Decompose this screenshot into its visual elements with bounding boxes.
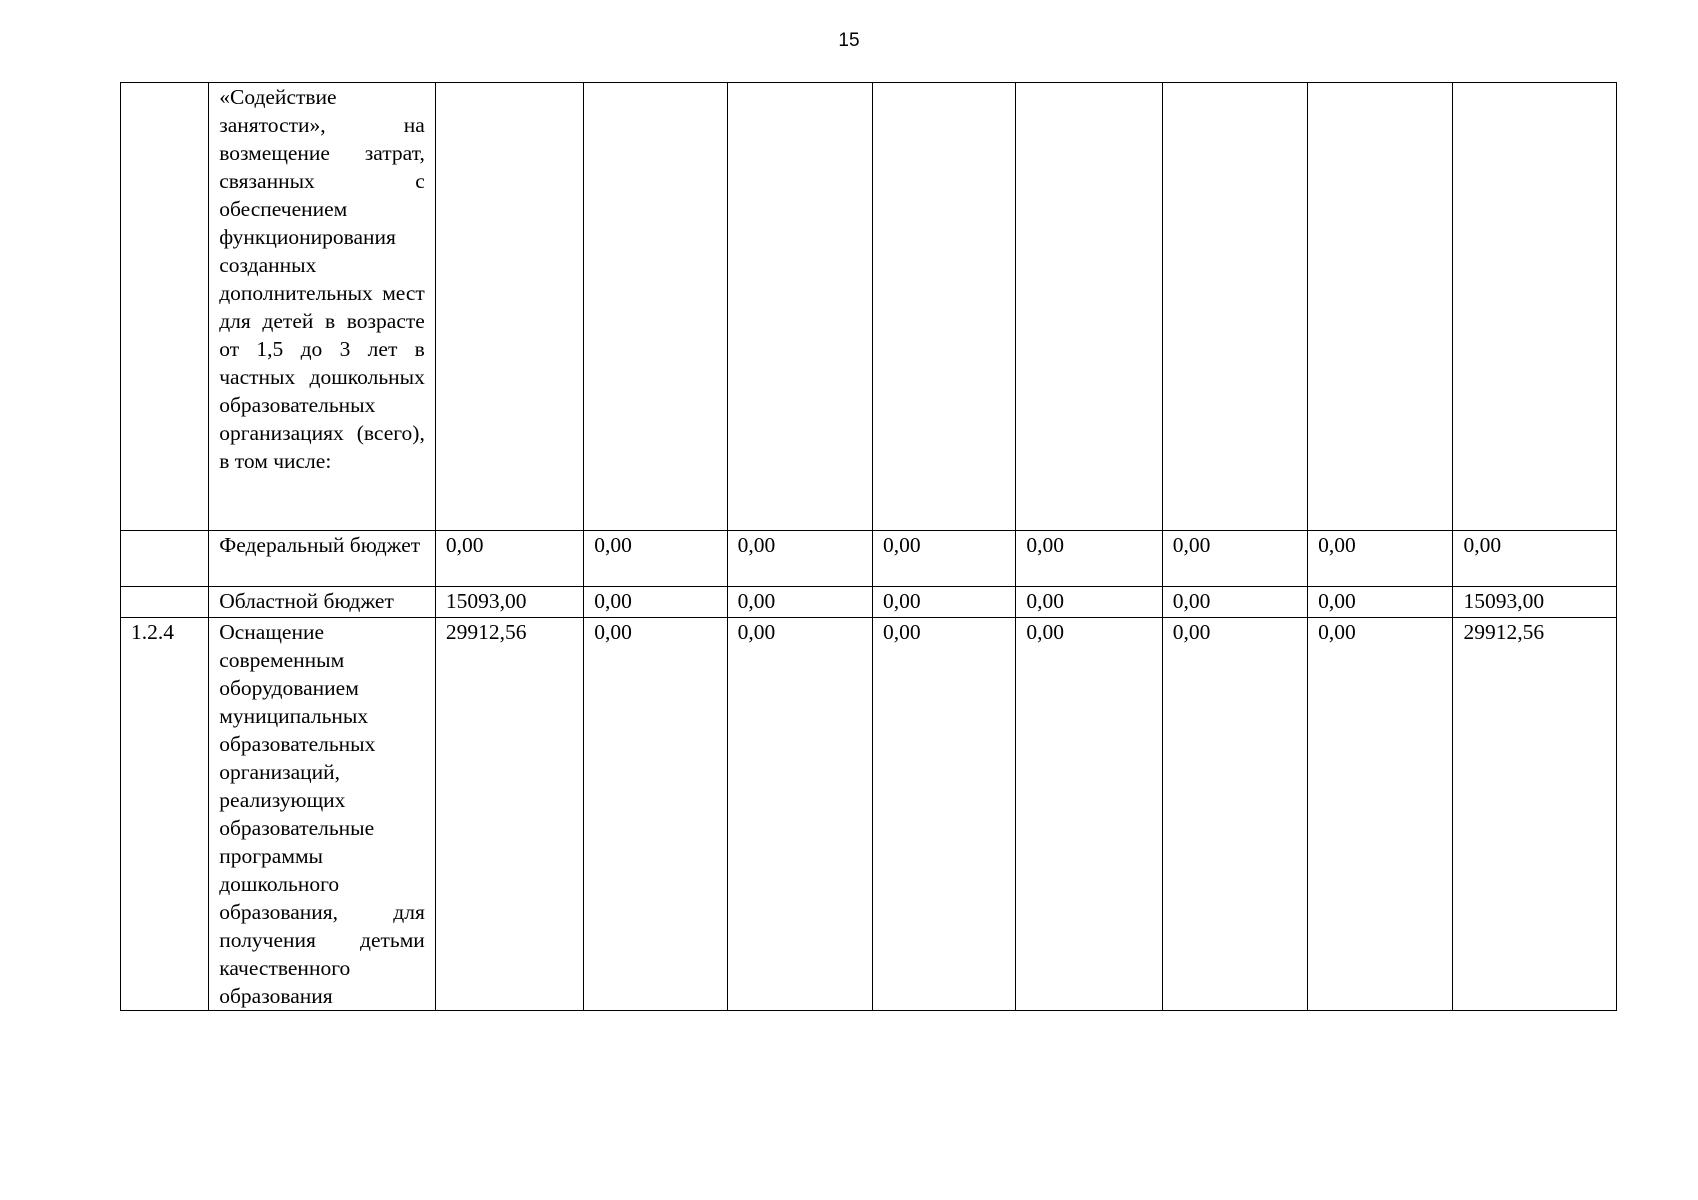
row-index [121,531,209,587]
value-cell [1308,83,1453,531]
page-number: 15 [838,30,860,51]
row-description: Областной бюджет [209,587,436,618]
table-row [121,83,1617,531]
row-index [121,587,209,618]
table-row [121,618,1617,1011]
table-row [121,587,1617,618]
value-cell: 15093,00 [435,587,583,618]
value-cell: 0,00 [435,531,583,587]
value-cell [1016,83,1162,531]
row-description: Оснащение современным оборудованием муниципальных образовательных организаций, реализующих образовательные программы дошкольного образования, для получения детьми качественного образования [209,618,436,1011]
row-index: 1.2.4 [121,618,209,1011]
value-cell: 0,00 [1453,531,1617,587]
value-cell: 0,00 [584,531,727,587]
value-cell: 0,00 [727,587,872,618]
value-cell [1453,83,1617,531]
value-cell [1162,83,1307,531]
value-cell [584,83,727,531]
value-cell: 0,00 [1308,618,1453,1011]
budget-table [120,82,1617,1011]
value-cell: 29912,56 [1453,618,1617,1011]
value-cell: 0,00 [1308,531,1453,587]
value-cell: 0,00 [727,531,872,587]
value-cell: 0,00 [872,587,1015,618]
value-cell: 0,00 [1016,531,1162,587]
value-cell: 29912,56 [435,618,583,1011]
row-description: «Содействие занятости», на возмещение затрат, связанных с обеспечением функционирования созданных дополнительных мест для детей в возрасте от 1,5 до 3 лет в частных дошкольных образовательных организациях (всего), в том числе: [209,83,436,531]
value-cell: 0,00 [872,531,1015,587]
value-cell [435,83,583,531]
row-description: Федеральный бюджет [209,531,436,587]
value-cell: 0,00 [584,587,727,618]
value-cell: 0,00 [1308,587,1453,618]
value-cell: 0,00 [1162,618,1307,1011]
value-cell: 0,00 [1162,587,1307,618]
value-cell [872,83,1015,531]
value-cell: 0,00 [727,618,872,1011]
value-cell: 0,00 [872,618,1015,1011]
value-cell: 0,00 [1162,531,1307,587]
row-index [121,83,209,531]
value-cell [727,83,872,531]
value-cell: 0,00 [584,618,727,1011]
value-cell: 0,00 [1016,618,1162,1011]
value-cell: 0,00 [1016,587,1162,618]
value-cell: 15093,00 [1453,587,1617,618]
table-row [121,531,1617,587]
